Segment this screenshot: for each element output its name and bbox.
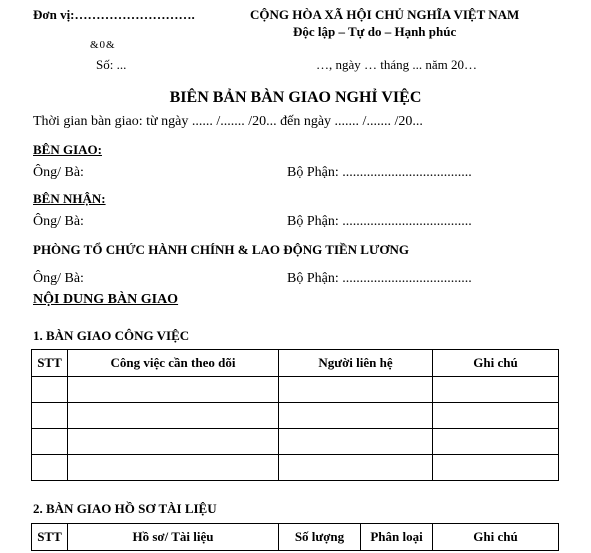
table-cell <box>68 377 279 403</box>
column-header: STT <box>32 524 68 551</box>
table-cell <box>279 455 433 481</box>
table-row <box>32 377 559 403</box>
table-cell <box>279 403 433 429</box>
party-dept-hr: Bộ Phận: ..................................... <box>287 271 472 286</box>
date-line: …, ngày … tháng ... năm 20… <box>316 57 478 72</box>
section2-title: 2. BÀN GIAO HỒ SƠ TÀI LIỆU <box>33 501 217 516</box>
table-cell <box>32 455 68 481</box>
flourish-ornament: &0& <box>90 39 116 51</box>
document-title: BIÊN BẢN BÀN GIAO NGHỈ VIỆC <box>169 89 422 106</box>
table-cell <box>279 429 433 455</box>
table-row <box>32 455 559 481</box>
content-heading: NỘI DUNG BÀN GIAO <box>33 292 179 307</box>
unit-label: Đơn vị:………………………. <box>33 7 195 22</box>
table-cell <box>433 455 559 481</box>
national-motto: Độc lập – Tự do – Hạnh phúc <box>293 24 457 39</box>
table-cell <box>32 403 68 429</box>
party-person-hr: Ông/ Bà: <box>33 271 84 286</box>
table-row <box>32 403 559 429</box>
table-header-row <box>32 524 559 551</box>
table-cell <box>433 377 559 403</box>
party-dept-receiver: Bộ Phận: ..................................... <box>287 214 472 229</box>
table-cell <box>433 403 559 429</box>
country-name: CỘNG HÒA XÃ HỘI CHỦ NGHĨA VIỆT NAM <box>250 7 520 22</box>
documents-handover-table <box>31 523 559 551</box>
table-header-row <box>32 350 559 377</box>
handover-time: Thời gian bàn giao: từ ngày ...... /....... /20... đến ngày ....... /....... /20... <box>33 114 423 129</box>
party-person-receiver: Ông/ Bà: <box>33 214 84 229</box>
work-handover-table <box>31 349 559 481</box>
column-header: Số lượng <box>279 524 361 551</box>
column-header: Hồ sơ/ Tài liệu <box>68 524 279 551</box>
table-cell <box>68 455 279 481</box>
column-header: Người liên hệ <box>279 350 433 377</box>
party-heading-giver: BÊN GIAO: <box>33 142 102 157</box>
table-cell <box>433 429 559 455</box>
table-cell <box>68 429 279 455</box>
party-person-giver: Ông/ Bà: <box>33 165 84 180</box>
column-header: Ghi chú <box>433 350 559 377</box>
column-header: STT <box>32 350 68 377</box>
party-heading-receiver: BÊN NHẬN: <box>33 191 106 206</box>
table-row <box>32 429 559 455</box>
section1-title: 1. BÀN GIAO CÔNG VIỆC <box>33 328 190 343</box>
column-header: Công việc cần theo dõi <box>68 350 279 377</box>
table-cell <box>32 377 68 403</box>
column-header: Ghi chú <box>433 524 559 551</box>
table-cell <box>279 377 433 403</box>
table-cell <box>32 429 68 455</box>
document-number: Số: ... <box>96 57 127 72</box>
party-dept-giver: Bộ Phận: ..................................... <box>287 165 472 180</box>
table-cell <box>68 403 279 429</box>
party-heading-hr: PHÒNG TỔ CHỨC HÀNH CHÍNH & LAO ĐỘNG TIỀN LƯƠNG <box>33 242 409 257</box>
column-header: Phân loại <box>361 524 433 551</box>
